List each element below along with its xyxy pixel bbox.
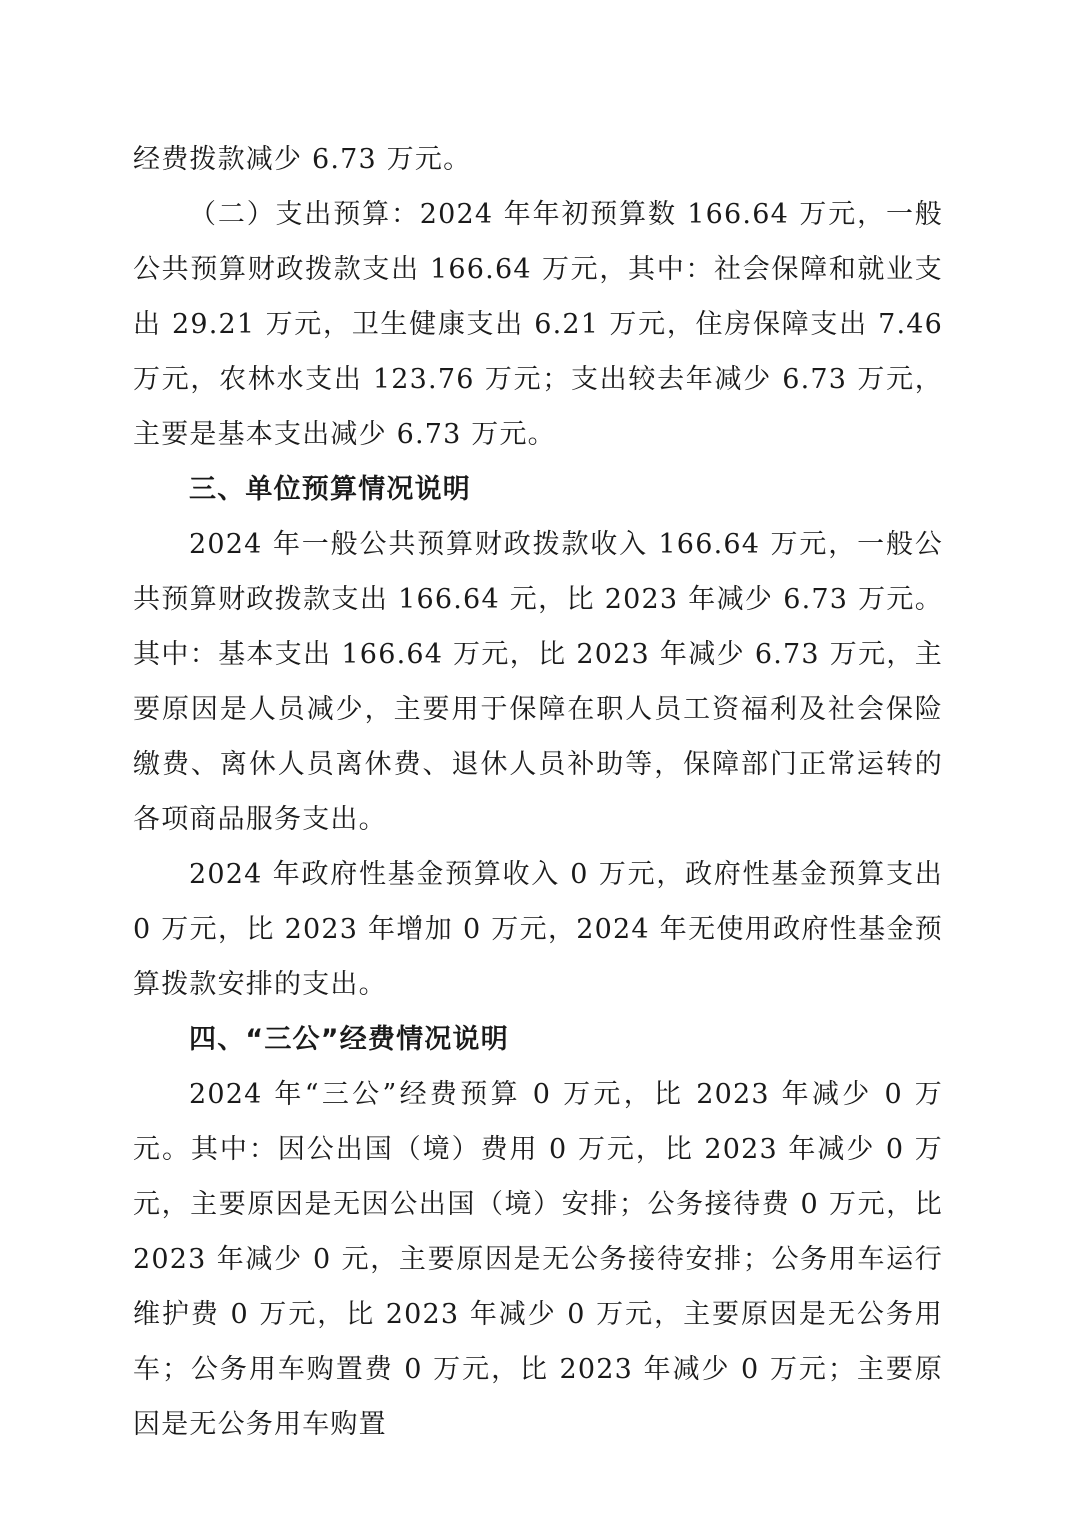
section-heading-three-public: 四、“三公”经费情况说明 (189, 1024, 509, 1055)
paragraph-expenditure-budget: （二）支出预算：2024 年年初预算数 166.64 万元，一般公共预算财政拨款支出 166.64 万元，其中：社会保障和就业支出 29.21 万元，卫生健康支出 6.21 万元，住房保障支出 7.46 万元，农林水支出 123.76 万元；支出较去年减少 6.73 万元，主要是基本支出减少 6.73 万元。 (133, 199, 943, 450)
document-page (133, 132, 943, 1452)
paragraph-fund-decrease: 经费拨款减少 6.73 万元。 (133, 144, 472, 175)
paragraph-three-public-expenses: 2024 年“三公”经费预算 0 万元，比 2023 年减少 0 万元。其中：因公出国（境）费用 0 万元，比 2023 年减少 0 万元，主要原因是无因公出国（境）安排；公务接待费 0 万元，比 2023 年减少 0 元，主要原因是无公务接待安排；公务用车运行维护费 0 万元，比 2023 年减少 0 万元，主要原因是无公务用车；公务用车购置费 0 万元，比 2023 年减少 0 万元；主要原因是无公务用车购置 (133, 1079, 943, 1440)
paragraph-government-fund: 2024 年政府性基金预算收入 0 万元，政府性基金预算支出 0 万元，比 2023 年增加 0 万元，2024 年无使用政府性基金预算拨款安排的支出。 (133, 859, 943, 1000)
paragraph-general-budget: 2024 年一般公共预算财政拨款收入 166.64 万元，一般公共预算财政拨款支出 166.64 元，比 2023 年减少 6.73 万元。其中：基本支出 166.64 万元，比 2023 年减少 6.73 万元，主要原因是人员减少，主要用于保障在职人员工资福利及社会保险缴费、离休人员离休费、退休人员补助等，保障部门正常运转的各项商品服务支出。 (133, 529, 943, 835)
section-heading-unit-budget: 三、单位预算情况说明 (189, 474, 471, 505)
